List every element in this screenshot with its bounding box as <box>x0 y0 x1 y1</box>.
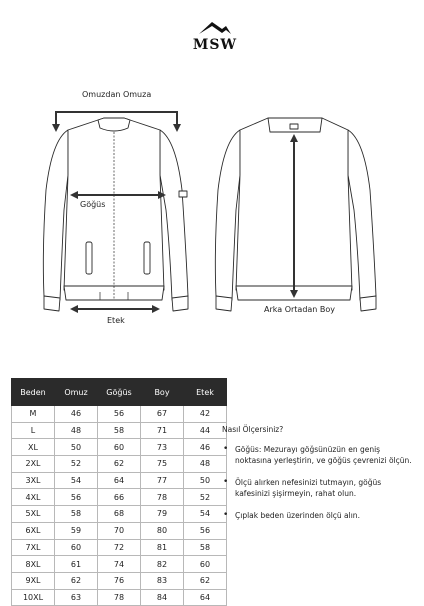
size-cell: 77 <box>141 472 184 489</box>
bullet-icon: • <box>223 510 229 520</box>
front-left-cuff <box>44 296 60 311</box>
size-row <box>12 439 227 456</box>
size-cell: 61 <box>55 556 98 573</box>
brand-name: MSW <box>192 37 238 53</box>
front-left-pocket <box>86 242 92 274</box>
front-right-sleeve <box>160 130 188 300</box>
size-cell: 54 <box>184 506 227 523</box>
back-left-cuff <box>216 296 232 311</box>
size-cell: 62 <box>98 456 141 473</box>
size-cell: 75 <box>141 456 184 473</box>
size-cell: M <box>12 406 55 423</box>
size-cell: 3XL <box>12 472 55 489</box>
size-row <box>12 506 227 523</box>
size-cell: 80 <box>141 522 184 539</box>
size-cell: 60 <box>184 556 227 573</box>
front-right-cuff <box>172 296 188 311</box>
size-cell: 58 <box>98 422 141 439</box>
size-row <box>12 422 227 439</box>
header-hem: Etek <box>184 379 227 406</box>
size-row <box>12 539 227 556</box>
size-cell: 5XL <box>12 506 55 523</box>
shoulder-label: Omuzdan Omuza <box>82 90 152 99</box>
size-cell: 58 <box>55 506 98 523</box>
size-row <box>12 472 227 489</box>
front-right-pocket <box>144 242 150 274</box>
size-cell: 56 <box>184 522 227 539</box>
size-cell: 70 <box>98 522 141 539</box>
header-size: Beden <box>12 379 55 406</box>
size-cell: 84 <box>141 589 184 606</box>
size-cell: 63 <box>55 589 98 606</box>
jacket-diagram <box>0 80 424 340</box>
size-cell: 42 <box>184 406 227 423</box>
size-cell: 46 <box>184 439 227 456</box>
guide-tip <box>222 477 417 499</box>
header-shoulder: Omuz <box>55 379 98 406</box>
size-cell: 71 <box>141 422 184 439</box>
size-cell: 58 <box>184 539 227 556</box>
size-table-body <box>12 406 227 606</box>
header-chest: Göğüs <box>98 379 141 406</box>
size-row <box>12 589 227 606</box>
size-cell: 83 <box>141 572 184 589</box>
size-cell: 78 <box>141 489 184 506</box>
size-cell: 2XL <box>12 456 55 473</box>
jacket-drawing <box>0 80 424 340</box>
guide-tip-text: Göğüs: Mezurayı göğsünüzün en geniş noktasına yerleştirin, ve göğüs çevrenizi ölçün. <box>235 445 412 465</box>
size-cell: 9XL <box>12 572 55 589</box>
sleeve-badge <box>179 191 187 197</box>
size-row <box>12 489 227 506</box>
size-table <box>11 378 227 606</box>
guide-title: Nasıl Ölçersiniz? <box>222 425 284 434</box>
size-cell: 78 <box>98 589 141 606</box>
size-cell: 76 <box>98 572 141 589</box>
hem-label: Etek <box>107 316 125 325</box>
back-right-sleeve <box>348 130 376 300</box>
size-cell: 10XL <box>12 589 55 606</box>
size-cell: L <box>12 422 55 439</box>
size-cell: 81 <box>141 539 184 556</box>
size-row <box>12 572 227 589</box>
size-cell: 62 <box>55 572 98 589</box>
size-cell: 44 <box>184 422 227 439</box>
size-cell: 79 <box>141 506 184 523</box>
guide-tip <box>222 510 417 521</box>
bullet-icon: • <box>223 477 229 487</box>
size-cell: 64 <box>184 589 227 606</box>
size-cell: 60 <box>98 439 141 456</box>
size-cell: 48 <box>55 422 98 439</box>
size-cell: 50 <box>184 472 227 489</box>
size-cell: 56 <box>55 489 98 506</box>
back-right-cuff <box>360 296 376 311</box>
size-cell: 48 <box>184 456 227 473</box>
size-cell: 6XL <box>12 522 55 539</box>
size-table-header <box>12 379 227 406</box>
measurement-guide <box>222 425 417 532</box>
size-cell: 62 <box>184 572 227 589</box>
bullet-icon: • <box>223 444 229 454</box>
size-cell: 7XL <box>12 539 55 556</box>
roof-logo-icon <box>198 20 232 36</box>
guide-tip <box>222 444 417 466</box>
size-cell: 8XL <box>12 556 55 573</box>
size-row <box>12 406 227 423</box>
size-cell: 67 <box>141 406 184 423</box>
size-cell: 54 <box>55 472 98 489</box>
guide-tip-text: Çıplak beden üzerinden ölçü alın. <box>235 511 360 520</box>
size-cell: 46 <box>55 406 98 423</box>
size-cell: 50 <box>55 439 98 456</box>
header-length: Boy <box>141 379 184 406</box>
size-row <box>12 556 227 573</box>
chest-label: Göğüs <box>80 200 106 209</box>
size-cell: 82 <box>141 556 184 573</box>
size-cell: 73 <box>141 439 184 456</box>
guide-tip-text: Ölçü alırken nefesinizi tutmayın, göğüs kafesinizi şişirmeyin, rahat olun. <box>235 478 382 498</box>
size-cell: 56 <box>98 406 141 423</box>
front-collar <box>98 118 130 131</box>
size-cell: 4XL <box>12 489 55 506</box>
size-row <box>12 522 227 539</box>
size-cell: 68 <box>98 506 141 523</box>
back-length-label: Arka Ortadan Boy <box>264 305 336 314</box>
size-cell: 52 <box>55 456 98 473</box>
size-row <box>12 456 227 473</box>
size-cell: 72 <box>98 539 141 556</box>
back-neck-tag <box>290 124 298 129</box>
size-cell: XL <box>12 439 55 456</box>
brand-logo <box>190 20 240 53</box>
size-cell: 64 <box>98 472 141 489</box>
size-cell: 66 <box>98 489 141 506</box>
size-cell: 59 <box>55 522 98 539</box>
size-cell: 60 <box>55 539 98 556</box>
size-cell: 52 <box>184 489 227 506</box>
size-cell: 74 <box>98 556 141 573</box>
